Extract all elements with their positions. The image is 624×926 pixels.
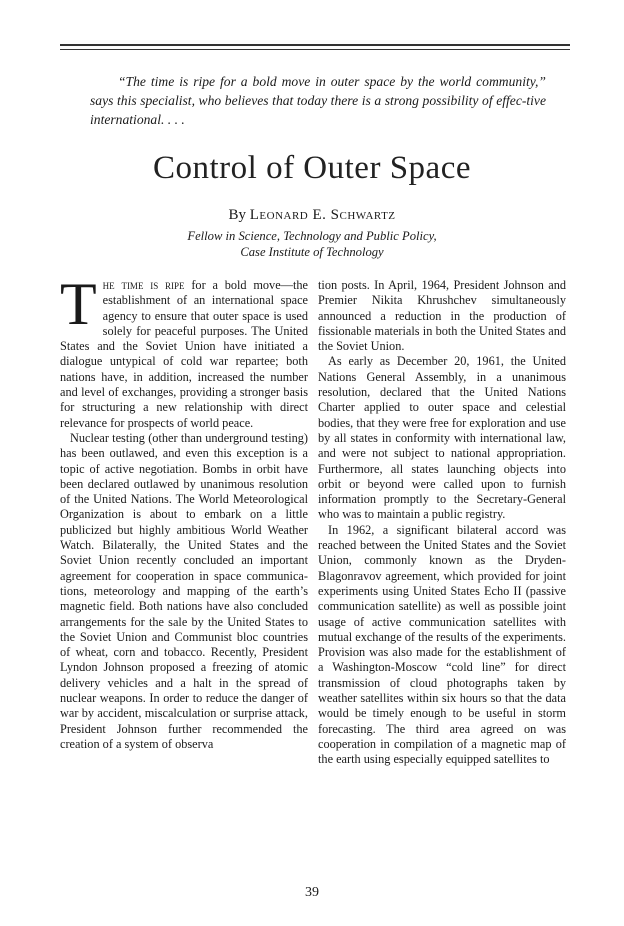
paragraph: As early as December 20, 1961, the United Nations General Assembly, in a unanimous resolution, declared that the United Nations Charter applied to outer space and celestial bodies, that they were free for exploration and use by all states in conformity with international law, and were not subject to national appropriation. Furthermore, all states launching objects into orbit or beyond were called upon to furnish information promptly to the Secretary-General who was to maintain a public registry.: [318, 354, 566, 522]
left-column: [60, 271, 308, 752]
lead-in: he time is ripe: [102, 278, 185, 292]
paragraph: Nuclear testing (other than underground testing) has been outlawed, and even this exception is a topic of active negotiation. Bombs in orbit have been declared outlawed by unanimous resolution of the United Nations. The World Meteorological Organization is about to embark on a little publicized but highly ambitious World Weather Watch. Bilaterally, the United States and the Soviet Union recently concluded an important agreement for cooperation in space communications, meteorology and mapping of the earth’s magnetic field. Both nations have also concluded arrangements for the sale by the United States to the Soviet Union and Communist bloc countries of wheat, corn and tobacco. Recently, President Lyndon Johnson proposed a freezing of atomic delivery vehicles and a halt in the spread of nuclear weapons. In order to reduce the danger of war by accident, miscalculation or surprise attack, President Johnson further recommended the creation of a system of observa: [60, 430, 308, 751]
paragraph: In 1962, a significant bilateral accord was reached between the United States and the Soviet Union, commonly known as the Dryden-Blagonravov agreement, which provided for joint experiments using United States Echo II (passive communication satellite) as well as possible joint usage of active communication satellites with mutual exchange of the results of the experiments. Provision was also made for the establishment of a Washington-Moscow “cold line” for direct transmission of cloud photographs taken by weather satellites within six hours so that the data would be timely enough to be useful in storm forecasting. The third area agreed on was cooperation in compilation of a magnetic map of the earth using especially equipped satellites to: [318, 522, 566, 767]
byline: [0, 207, 624, 224]
byline-prefix: By: [228, 207, 246, 223]
author-name: Leonard E. Schwartz: [249, 207, 396, 223]
paragraph: tion posts. In April, 1964, President Johnson and Premier Nikita Khrushchev simultaneously announced a reduction in the production of fissionable materials in both the United States and the Soviet Union.: [318, 278, 566, 354]
article-title: Control of Outer Space: [152, 150, 471, 186]
affiliation-line-1: Fellow in Science, Technology and Public Policy,: [187, 229, 437, 243]
paragraph-text: for a bold move—the establishment of an international space agency to ensure that outer space is used solely for peaceful purposes. The United States and the Soviet Union have initiated a dialogue untypical of cold war repartee; both nations have, in addition, increased the number and level of exchanges, providing a stronger basis for structuring a new relationship with direct relevance for prospects of world peace.: [60, 278, 308, 430]
top-rule: [60, 44, 570, 46]
top-rule-thin: [60, 49, 570, 50]
affiliation-line-2: Case Institute of Technology: [240, 245, 384, 259]
drop-cap: T: [60, 271, 97, 337]
right-column: [318, 278, 566, 768]
page-number: 39: [305, 885, 319, 900]
epigraph: “The time is ripe for a bold move in outer space by the world community,” says this specialist, who believes that today there is a strong possibility of effec-tive international. . . .: [90, 74, 546, 127]
paragraph: [60, 271, 308, 431]
